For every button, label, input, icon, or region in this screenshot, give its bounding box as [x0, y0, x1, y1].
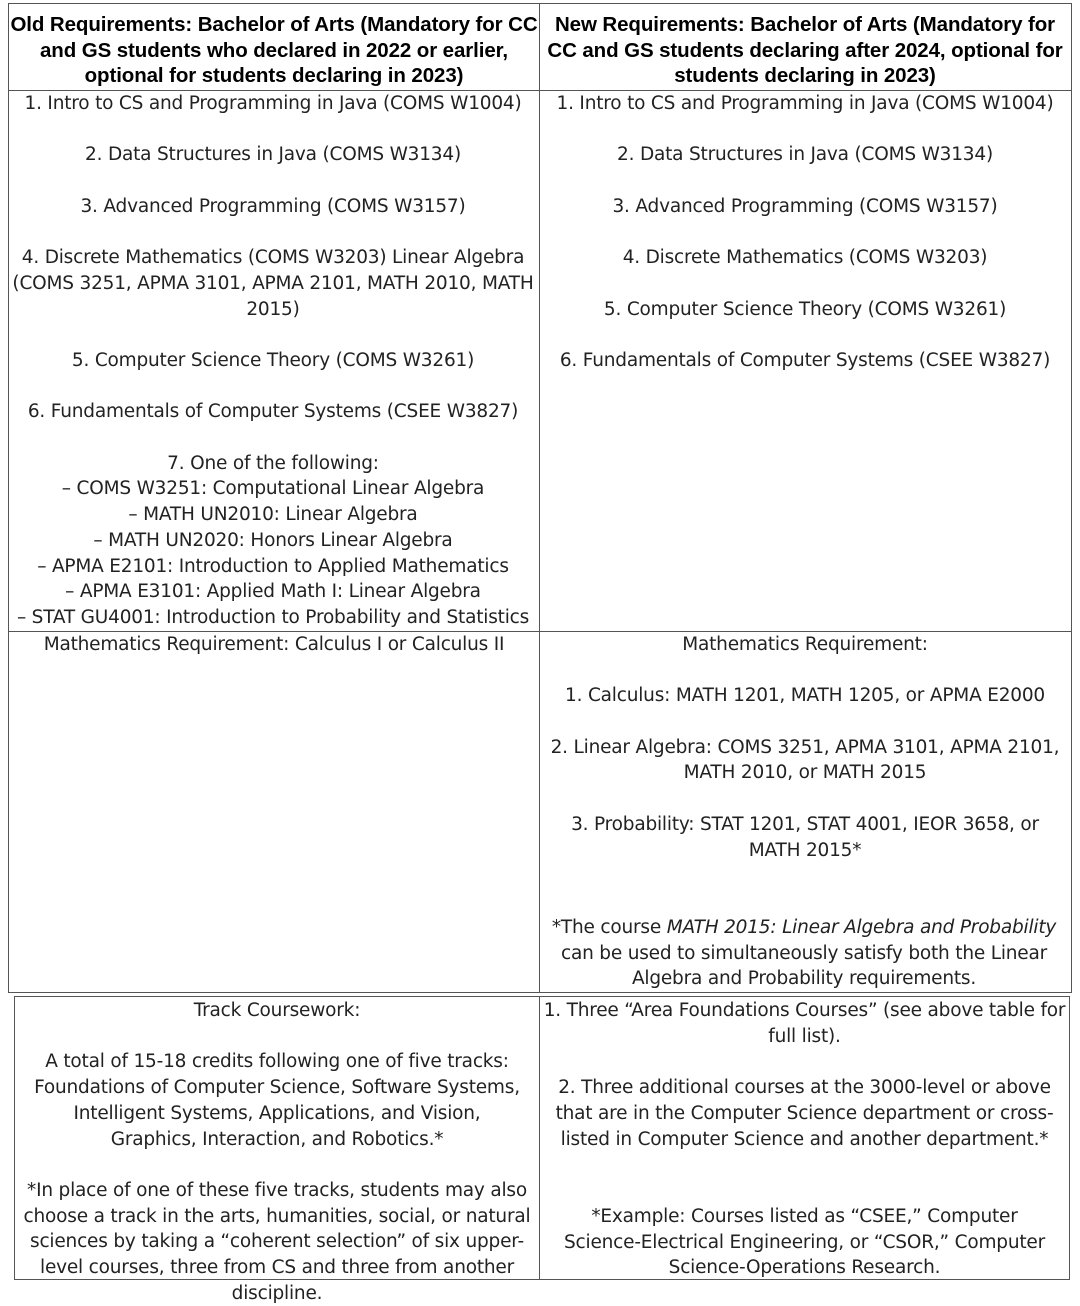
note-suffix: can be used to simultaneously satisfy both the Linear Algebra and Probability requirements.: [560, 942, 1048, 990]
old-core-courses: [6, 91, 540, 631]
new-requirements-header: [541, 12, 1069, 89]
new-core-item: 5. Computer Science Theory (COMS W3261): [603, 298, 1007, 320]
additional-courses-item: 2. Three additional courses at the 3000-level or above that are in the Computer Science department or cross-listed in Computer Science and another department.*: [555, 1077, 1054, 1150]
item7-title: 7. One of the following:: [167, 452, 379, 474]
border-right: [1071, 3, 1072, 993]
math-linear-algebra: 2. Linear Algebra: COMS 3251, APMA 3101, APMA 2101, MATH 2010, or MATH 2015: [550, 736, 1060, 784]
old-track-coursework: [16, 998, 538, 1306]
math-title: Mathematics Requirement:: [682, 634, 928, 655]
note-prefix: *The course: [551, 917, 667, 938]
item7-option: – STAT GU4001: Introduction to Probability and Statistics: [16, 606, 530, 628]
item7-option: – APMA E2101: Introduction to Applied Mathematics: [37, 555, 509, 577]
math-probability: 3. Probability: STAT 1201, STAT 4001, IEOR 3658, or MATH 2015*: [571, 813, 1039, 861]
track-border-left: [14, 996, 15, 1280]
new-core-item: 6. Fundamentals of Computer Systems (CSEE W3827): [559, 349, 1051, 371]
old-header-text: Old Requirements: Bachelor of Arts (Mandatory for CC and GS students who declared in 2022 or earlier, optional for students declaring in 2023): [10, 13, 538, 88]
old-core-item: 2. Data Structures in Java (COMS W3134): [85, 144, 461, 166]
note-course-name: MATH 2015: Linear Algebra and Probability: [666, 917, 1057, 938]
old-requirements-header: [10, 12, 538, 89]
new-header-text: New Requirements: Bachelor of Arts (Mandatory for CC and GS students declaring after 2024, optional for students declaring in 2023): [547, 13, 1063, 88]
old-math-requirement: [10, 632, 538, 658]
old-core-item: 3. Advanced Programming (COMS W3157): [80, 195, 466, 217]
track-title: Track Coursework:: [193, 1000, 361, 1021]
math-calculus: 1. Calculus: MATH 1201, MATH 1205, or APMA E2000: [565, 685, 1045, 707]
example-note: [541, 1204, 1068, 1281]
old-core-item: 4. Discrete Mathematics (COMS W3203) Linear Algebra (COMS 3251, APMA 3101, APMA 2101, MATH 2010, MATH 2015): [12, 247, 534, 320]
item7-option: – APMA E3101: Applied Math I: Linear Algebra: [65, 581, 481, 603]
old-core-item: 5. Computer Science Theory (COMS W3261): [71, 349, 475, 371]
track-note: *In place of one of these five tracks, students may also choose a track in the arts, humanities, social, or natural sciences by taking a “coherent selection” of six upper-level courses, three from CS and three from another discipline.: [23, 1179, 531, 1304]
new-math-requirement: [541, 632, 1069, 863]
item7-option: – MATH UN2020: Honors Linear Algebra: [93, 529, 453, 551]
track-border-right: [1069, 996, 1070, 1280]
border-top: [8, 3, 1072, 4]
old-core-item: 1. Intro to CS and Programming in Java (COMS W1004): [24, 93, 522, 114]
old-math-text: Mathematics Requirement: Calculus I or Calculus II: [43, 634, 505, 655]
table-bottom-upper: [8, 992, 1072, 993]
item7-option: – MATH UN2010: Linear Algebra: [128, 504, 418, 526]
new-core-item: 1. Intro to CS and Programming in Java (COMS W1004): [556, 93, 1054, 114]
old-core-item-7: [6, 451, 540, 631]
example-note-text: *Example: Courses listed as “CSEE,” Computer Science-Electrical Engineering, or “CSOR,” Computer Science-Operations Research.: [564, 1206, 1045, 1279]
old-core-item: 6. Fundamentals of Computer Systems (CSEE W3827): [27, 401, 519, 423]
new-core-item: 3. Advanced Programming (COMS W3157): [612, 195, 998, 217]
new-core-courses: [541, 91, 1069, 374]
area-foundations-item: 1. Three “Area Foundations Courses” (see above table for full list).: [543, 1000, 1066, 1047]
math-2015-note: [536, 915, 1072, 992]
track-body: A total of 15-18 credits following one of five tracks: Foundations of Computer Science, Software Systems, Intelligent Systems, Applications, and Vision, Graphics, Interaction, and Robotics.*: [34, 1051, 520, 1150]
new-core-item: 2. Data Structures in Java (COMS W3134): [617, 144, 993, 166]
track-column-divider: [539, 996, 540, 1280]
track-border-top: [14, 996, 1070, 997]
new-core-item: 4. Discrete Mathematics (COMS W3203): [622, 247, 988, 269]
item7-option: – COMS W3251: Computational Linear Algebra: [61, 478, 485, 500]
new-track-coursework: [541, 998, 1068, 1152]
